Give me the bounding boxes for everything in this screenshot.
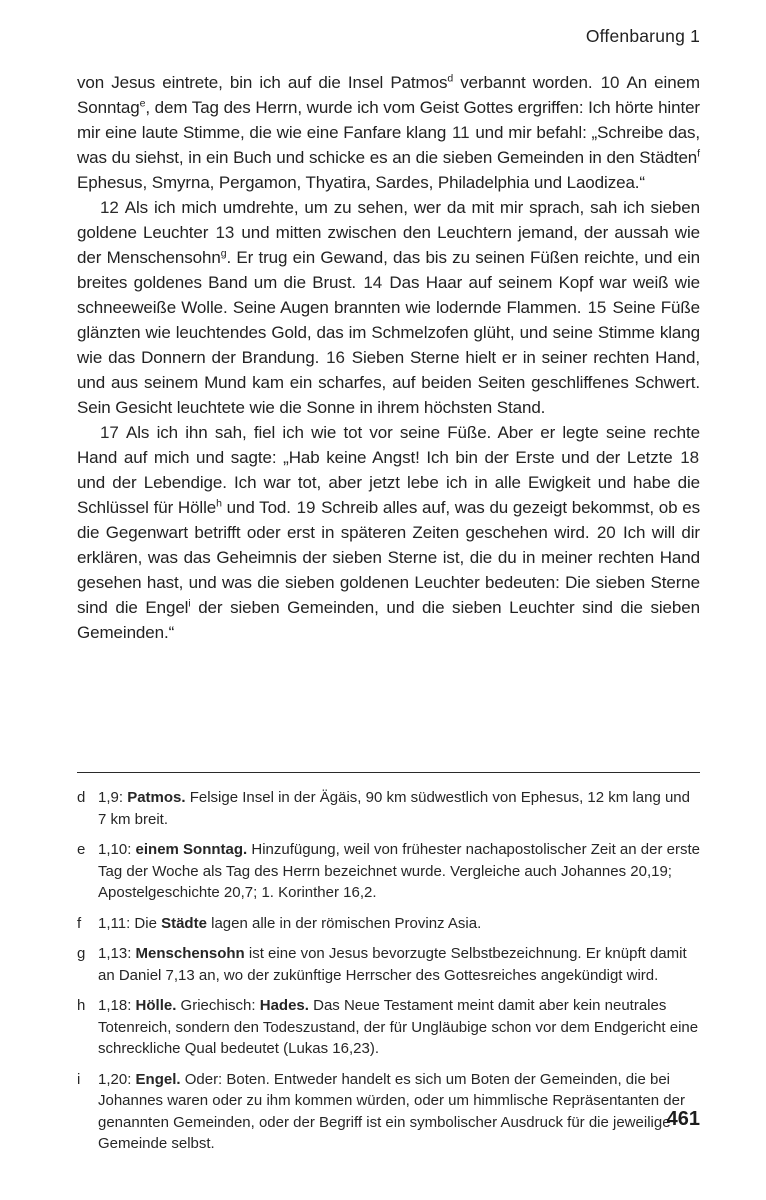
- scripture-paragraph: [77, 195, 700, 420]
- footnote-item: [77, 995, 700, 1060]
- footnote-letter: e: [77, 841, 86, 858]
- footnote-ref: g: [220, 247, 227, 260]
- text-run: Ephesus, Smyrna, Pergamon, Thyatira, Sardes, Philadelphia und Laodizea.“: [77, 173, 645, 192]
- text-run: Als ich mich umdrehte, um zu sehen, wer da mit mir sprach, sah ich sieben goldene Leuchter: [77, 198, 700, 242]
- verse-number: 17: [100, 423, 119, 442]
- text-run: von Jesus eintrete, bin ich auf die Insel Patmos: [77, 73, 448, 92]
- text-run: Seine Füße glänzten wie leuchtendes Gold, das im Schmelzofen glüht, und seine Stimme klang wie das Donnern der Brandung.: [77, 298, 700, 367]
- text-run: Felsige Insel in der Ägäis, 90 km südwestlich von Ephesus, 12 km lang und 7 km breit.: [98, 789, 690, 828]
- footnote-text: [98, 943, 700, 986]
- verse-number: 19: [296, 498, 316, 517]
- text-run: Als ich ihn sah, fiel ich wie tot vor seine Füße. Aber er legte seine rechte Hand auf mich und sagte: „Hab keine Angst! Ich bin der Erste und der Letzte: [77, 423, 700, 467]
- text-run: Ich will dir erklären, was das Geheimnis der sieben Sterne ist, die du in meiner rechten Hand gesehen hast, und was die sieben goldenen Leuchter bedeuten: Die sieben Sterne sind die Engel: [77, 523, 700, 617]
- footnote-section: [77, 772, 700, 1164]
- text-run: An einem Sonntag: [77, 73, 700, 117]
- text-run: und der Lebendige. Ich war tot, aber jetzt lebe ich in alle Ewigkeit und habe die Schlüssel für Hölle: [77, 473, 700, 517]
- footnote-ref: e: [139, 97, 146, 110]
- footnote-list: [77, 787, 700, 1155]
- running-title: Offenbarung 1: [585, 26, 700, 46]
- footnote-keyword: Patmos.: [127, 789, 186, 806]
- footnote-ref: f: [697, 147, 700, 160]
- footnote-letter: i: [77, 1070, 81, 1088]
- page-number: 461: [666, 1108, 700, 1130]
- text-run: Sieben Sterne hielt er in seiner rechten Hand, und aus seinem Mund kam ein scharfes, auf beiden Seiten geschliffenes Schwert. Sein Gesicht leuchtete wie die Sonne in ihrem höchsten Stand.: [77, 348, 701, 417]
- text-run: 1,13:: [98, 945, 136, 962]
- verse-number: 18: [680, 448, 699, 467]
- footnote-letter: h: [77, 997, 86, 1014]
- footnote-text: [98, 839, 700, 904]
- verse-number: 14: [363, 273, 383, 292]
- footnote-keyword: Engel.: [135, 1070, 181, 1088]
- verse-number: 13: [215, 223, 235, 242]
- footnote-ref: d: [447, 72, 454, 85]
- footnote-item: [77, 913, 700, 935]
- footnote-item: [77, 839, 700, 904]
- footnote-letter: g: [77, 945, 86, 962]
- text-run: lagen alle in der römischen Provinz Asia.: [206, 914, 482, 932]
- scripture-paragraph: [77, 70, 700, 195]
- verse-number: 15: [587, 298, 607, 317]
- text-run: Das Neue Testament meint damit aber kein neutrales Totenreich, sondern den Todeszustand, der für Ungläubige schon vor dem Endgericht eine schreckliche Qual bedeutet (Lukas 16,23).: [98, 997, 699, 1057]
- text-run: 1,9:: [98, 789, 128, 806]
- text-run: und mitten zwischen den Leuchtern jemand, der aussah wie der Menschensohn: [77, 223, 700, 267]
- footnote-ref: i: [188, 597, 191, 610]
- verse-number: 11: [452, 123, 470, 142]
- text-run: . Er trug ein Gewand, das bis zu seinen Füßen reichte, und ein breites goldenes Band um die Brust.: [77, 248, 701, 292]
- text-run: Das Haar auf seinem Kopf war weiß wie schneeweiße Wolle. Seine Augen brannten wie lodernde Flammen.: [77, 273, 700, 317]
- scripture-text: [77, 70, 700, 645]
- text-run: , dem Tag des Herrn, wurde ich vom Geist Gottes ergriffen: Ich hörte hinter mir eine laute Stimme, die wie eine Fanfare klang: [77, 98, 700, 142]
- text-run: und Tod.: [221, 498, 296, 517]
- verse-number: 10: [600, 73, 620, 92]
- footnote-keyword: Hades.: [259, 997, 309, 1014]
- text-run: 1,11: Die: [98, 914, 162, 932]
- text-run: verbannt worden.: [453, 73, 600, 92]
- text-run: ist eine von Jesus bevorzugte Selbstbezeichnung. Er knüpft damit an Daniel 7,13 an, wo der zukünftige Herrscher des Gottesreiches angekündigt wird.: [98, 945, 687, 984]
- footnote-text: [98, 995, 700, 1060]
- footnote-keyword: Hölle.: [135, 997, 177, 1014]
- footnote-item: [77, 943, 700, 986]
- running-header: [77, 26, 700, 47]
- footnote-keyword: Menschensohn: [135, 945, 245, 962]
- verse-number: 16: [326, 348, 345, 367]
- text-run: Oder: Boten. Entweder handelt es sich um Boten der Gemeinden, die bei Johannes waren oder zu ihm kommen würden, oder um himmlische Repräsentanten der genannten Gemeinden, oder der Begriff ist ein symbolischer Ausdruck für die jeweilige Gemeinde selbst.: [98, 1070, 685, 1152]
- text-run: 1,20:: [98, 1070, 136, 1088]
- footnote-ref: h: [216, 497, 222, 510]
- verse-number: 20: [596, 523, 616, 542]
- footnote-letter: d: [77, 789, 86, 806]
- footnote-divider: [77, 772, 700, 773]
- footnote-letter: f: [77, 914, 82, 932]
- footnote-keyword: einem Sonntag.: [135, 841, 248, 858]
- footnote-text: [98, 787, 700, 830]
- footnote-text: [98, 913, 700, 935]
- verse-number: 12: [100, 198, 119, 217]
- text-run: der sieben Gemeinden, und die sieben Leuchter sind die sieben Gemeinden.“: [77, 598, 700, 642]
- scripture-paragraph: [77, 420, 700, 645]
- footnote-item: [77, 787, 700, 830]
- text-run: 1,10:: [98, 841, 136, 858]
- text-run: Schreib alles auf, was du gezeigt bekommst, ob es die Gegenwart betrifft oder erst in späteren Zeiten geschehen wird.: [77, 498, 700, 542]
- text-run: und mir befahl: „Schreibe das, was du siehst, in ein Buch und schicke es an die sieben Gemeinden in den Städten: [77, 123, 700, 167]
- text-run: 1,18:: [98, 997, 136, 1014]
- text-run: Hinzufügung, weil von frühester nachapostolischer Zeit an der erste Tag der Woche als Tag des Herrn bezeichnet wurde. Vergleiche auch Johannes 20,19; Apostelgeschichte 20,7; 1. Korinther 16,2.: [98, 841, 700, 901]
- footnote-keyword: Städte: [161, 914, 207, 932]
- text-run: Griechisch:: [176, 997, 260, 1014]
